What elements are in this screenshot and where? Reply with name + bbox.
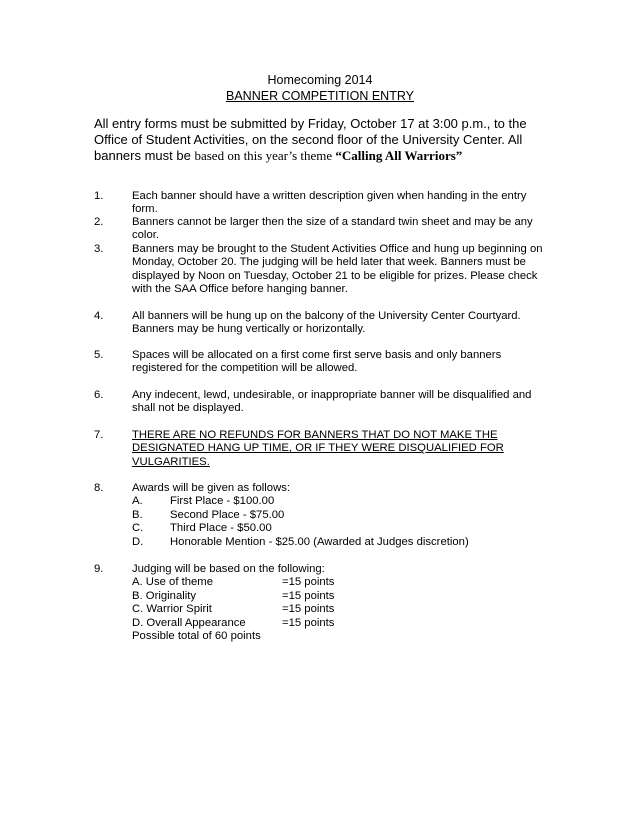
criterion-points: =15 points — [282, 603, 335, 616]
award-text: Third Place - $50.00 — [170, 522, 272, 535]
award-letter: A. — [132, 495, 143, 508]
document-subtitle: BANNER COMPETITION ENTRY — [226, 89, 414, 103]
rule-number: 4. — [94, 310, 104, 322]
criterion-row — [132, 576, 550, 589]
refund-notice: THERE ARE NO REFUNDS FOR BANNERS THAT DO NOT MAKE THE DESIGNATED HANG UP TIME, OR IF THEY WERE DISQUALIFIED FOR VULGARITIES. — [132, 429, 504, 468]
rule-number: 8. — [94, 482, 104, 494]
rule-number: 6. — [94, 389, 104, 401]
award-text: First Place - $100.00 — [170, 495, 275, 508]
rule-number: 9. — [94, 563, 104, 575]
awards-intro: Awards will be given as follows: — [132, 482, 291, 494]
award-row — [132, 536, 550, 549]
rule-text: Banners cannot be larger then the size of a standard twin sheet and may be any color. — [132, 216, 533, 242]
intro-text-theme-lead: based on this year’s theme — [194, 148, 336, 163]
document-title: Homecoming 2014 — [267, 73, 373, 87]
award-letter: D. — [132, 535, 144, 548]
rule-text: Any indecent, lewd, undesirable, or inappropriate banner will be disqualified and shall not be displayed. — [132, 389, 532, 415]
rule-number: 1. — [94, 190, 104, 202]
award-letter: B. — [132, 508, 143, 521]
criterion-name: C. Warrior Spirit — [132, 603, 212, 616]
criterion-row — [132, 617, 550, 630]
rule-number: 5. — [94, 349, 104, 361]
criterion-row — [132, 590, 550, 603]
rule-text: Spaces will be allocated on a first come first serve basis and only banners registered for the competition will be allowed. — [132, 349, 502, 375]
criterion-name: B. Originality — [132, 589, 197, 602]
award-row — [132, 509, 550, 522]
criterion-points: =15 points — [282, 576, 335, 589]
criterion-name: A. Use of theme — [132, 576, 213, 589]
award-text: Second Place - $75.00 — [170, 508, 285, 521]
intro-paragraph — [94, 116, 554, 164]
rule-text: Banners may be brought to the Student Activities Office and hung up beginning on Monday, October 20. The judging will be held later that week. Banners must be displayed by Noon on Tuesday, October 21 to be eligible for prizes. Please check with the SAA Office before hanging banner. — [132, 243, 543, 296]
award-row — [132, 522, 550, 535]
rule-text: Each banner should have a written description given when handing in the entry form. — [132, 190, 527, 216]
rule-number: 3. — [94, 243, 104, 255]
criterion-points: =15 points — [282, 616, 335, 629]
document-header — [0, 72, 640, 104]
rule-number: 2. — [94, 216, 104, 228]
intro-text: All entry forms must be submitted by Friday, October 17 at 3:00 p.m., to the Office of Student Activities, on the second floor of the University Center. All banners must be — [94, 116, 527, 163]
award-letter: C. — [132, 522, 144, 535]
criterion-name: D. Overall Appearance — [132, 616, 246, 629]
rule-text: All banners will be hung up on the balcony of the University Center Courtyard. Banners may be hung vertically or horizontally. — [132, 310, 521, 336]
rule-number: 7. — [94, 429, 104, 441]
award-text: Honorable Mention - $25.00 (Awarded at Judges discretion) — [170, 535, 469, 548]
criterion-points: =15 points — [282, 589, 335, 602]
theme-name: “Calling All Warriors” — [335, 148, 463, 163]
award-row — [132, 495, 550, 508]
judging-intro: Judging will be based on the following: — [132, 563, 325, 575]
judging-total: Possible total of 60 points — [132, 629, 261, 642]
criterion-row — [132, 603, 550, 616]
